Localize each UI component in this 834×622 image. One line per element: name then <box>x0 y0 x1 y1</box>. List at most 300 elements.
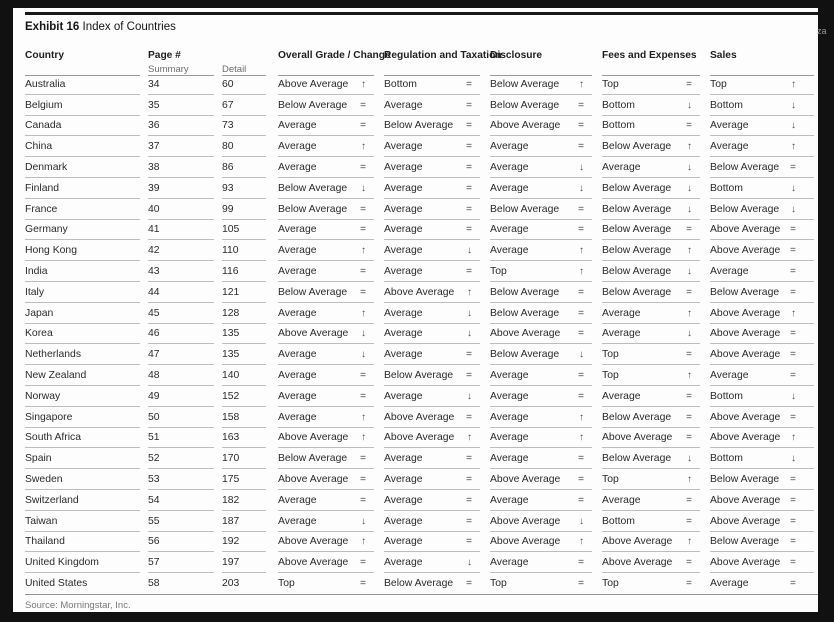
grade-label: Above Average <box>710 494 781 506</box>
change-indicator: = <box>686 78 692 90</box>
change-indicator: ↑ <box>579 78 584 90</box>
grade-label: Below Average <box>490 203 560 215</box>
change-indicator: = <box>466 141 472 153</box>
col-header-disclosure: Disclosure <box>490 50 543 61</box>
regulation-grade-cell <box>384 74 490 95</box>
table-row <box>25 344 814 365</box>
sales-grade-cell <box>710 532 814 553</box>
change-indicator: = <box>360 494 366 506</box>
document-page <box>13 8 818 612</box>
disclosure-grade-cell <box>490 178 602 199</box>
grade-label: Average <box>384 224 423 236</box>
grade-label: Below Average <box>602 286 672 298</box>
grade-label: Average <box>278 515 317 527</box>
col-header-fees: Fees and Expenses <box>602 50 697 61</box>
overall-grade-cell <box>278 490 384 511</box>
change-indicator: ↓ <box>791 390 796 402</box>
table-row <box>25 178 814 199</box>
change-indicator: ↑ <box>687 474 692 486</box>
grade-label: Top <box>278 578 295 590</box>
page-detail-cell: 80 <box>222 136 278 157</box>
change-indicator: = <box>466 370 472 382</box>
table-body <box>25 74 814 594</box>
grade-label: Below Average <box>278 203 348 215</box>
page-edge-text-fragment: za <box>817 26 827 36</box>
sales-grade-cell <box>710 573 814 594</box>
change-indicator: ↑ <box>687 141 692 153</box>
change-indicator: = <box>466 578 472 590</box>
page-detail-cell: 187 <box>222 511 278 532</box>
country-cell: China <box>25 136 148 157</box>
grade-label: Above Average <box>278 432 349 444</box>
grade-label: Above Average <box>490 120 561 132</box>
grade-label: Above Average <box>602 536 673 548</box>
country-cell: Finland <box>25 178 148 199</box>
country-cell: Japan <box>25 303 148 324</box>
change-indicator: = <box>466 349 472 361</box>
change-indicator: ↓ <box>687 162 692 174</box>
grade-label: Average <box>278 224 317 236</box>
grade-label: Below Average <box>710 474 780 486</box>
table-row <box>25 324 814 345</box>
change-indicator: = <box>790 328 796 340</box>
grade-label: Below Average <box>602 182 672 194</box>
grade-label: Above Average <box>710 328 781 340</box>
grade-label: Below Average <box>602 141 672 153</box>
change-indicator: = <box>790 266 796 278</box>
sales-grade-cell <box>710 344 814 365</box>
table-row <box>25 490 814 511</box>
grade-label: Above Average <box>710 557 781 569</box>
change-indicator: = <box>360 203 366 215</box>
overall-grade-cell <box>278 344 384 365</box>
country-cell: Australia <box>25 74 148 95</box>
change-indicator: = <box>578 494 584 506</box>
overall-grade-cell <box>278 448 384 469</box>
grade-label: Bottom <box>710 182 743 194</box>
table-row <box>25 303 814 324</box>
grade-label: Below Average <box>278 99 348 111</box>
change-indicator: = <box>360 286 366 298</box>
grade-label: Top <box>490 266 507 278</box>
fees-grade-cell <box>602 552 710 573</box>
grade-label: Average <box>710 120 749 132</box>
change-indicator: ↑ <box>361 78 366 90</box>
regulation-grade-cell <box>384 261 490 282</box>
regulation-grade-cell <box>384 282 490 303</box>
fees-grade-cell <box>602 490 710 511</box>
sales-grade-cell <box>710 261 814 282</box>
fees-grade-cell <box>602 448 710 469</box>
change-indicator: = <box>578 120 584 132</box>
change-indicator: ↑ <box>579 245 584 257</box>
source-note: Source: Morningstar, Inc. <box>25 600 131 611</box>
fees-grade-cell <box>602 220 710 241</box>
change-indicator: = <box>686 411 692 423</box>
sales-grade-cell <box>710 386 814 407</box>
col-header-sales: Sales <box>710 50 737 61</box>
disclosure-grade-cell <box>490 552 602 573</box>
change-indicator: = <box>578 141 584 153</box>
change-indicator: = <box>686 224 692 236</box>
fees-grade-cell <box>602 532 710 553</box>
page-summary-cell: 48 <box>148 365 222 386</box>
page-summary-cell: 34 <box>148 74 222 95</box>
sales-grade-cell <box>710 116 814 137</box>
grade-label: Bottom <box>602 99 635 111</box>
grade-label: Below Average <box>278 453 348 465</box>
page-detail-cell: 60 <box>222 74 278 95</box>
regulation-grade-cell <box>384 448 490 469</box>
sales-grade-cell <box>710 74 814 95</box>
fees-grade-cell <box>602 74 710 95</box>
disclosure-grade-cell <box>490 282 602 303</box>
page-detail-cell: 116 <box>222 261 278 282</box>
grade-label: Average <box>384 557 423 569</box>
change-indicator: = <box>790 245 796 257</box>
page-summary-cell: 35 <box>148 95 222 116</box>
change-indicator: = <box>466 120 472 132</box>
page-summary-cell: 56 <box>148 532 222 553</box>
disclosure-grade-cell <box>490 365 602 386</box>
disclosure-grade-cell <box>490 573 602 594</box>
grade-label: Average <box>602 328 641 340</box>
grade-label: Average <box>278 370 317 382</box>
change-indicator: = <box>578 474 584 486</box>
change-indicator: ↓ <box>361 349 366 361</box>
change-indicator: = <box>686 120 692 132</box>
regulation-grade-cell <box>384 178 490 199</box>
regulation-grade-cell <box>384 240 490 261</box>
disclosure-grade-cell <box>490 428 602 449</box>
change-indicator: = <box>466 474 472 486</box>
fees-grade-cell <box>602 95 710 116</box>
overall-grade-cell <box>278 74 384 95</box>
change-indicator: ↓ <box>579 515 584 527</box>
change-indicator: = <box>360 453 366 465</box>
page-summary-cell: 57 <box>148 552 222 573</box>
grade-label: Above Average <box>278 78 349 90</box>
col-subheader-detail: Detail <box>222 64 278 75</box>
grade-label: Average <box>490 224 529 236</box>
sales-grade-cell <box>710 324 814 345</box>
change-indicator: = <box>360 390 366 402</box>
change-indicator: ↓ <box>579 349 584 361</box>
page-detail-cell: 170 <box>222 448 278 469</box>
change-indicator: ↓ <box>467 557 472 569</box>
country-cell: United States <box>25 578 88 590</box>
page-summary-cell: 37 <box>148 136 222 157</box>
change-indicator: = <box>466 266 472 278</box>
regulation-grade-cell <box>384 344 490 365</box>
change-indicator: ↑ <box>361 536 366 548</box>
page-detail-cell: 163 <box>222 428 278 449</box>
col-header-country: Country <box>25 50 65 61</box>
page-detail-cell: 175 <box>222 469 278 490</box>
regulation-grade-cell <box>384 469 490 490</box>
fees-grade-cell <box>602 178 710 199</box>
grade-label: Average <box>278 245 317 257</box>
change-indicator: = <box>360 266 366 278</box>
overall-grade-cell <box>278 365 384 386</box>
page-detail-cell: 158 <box>222 407 278 428</box>
grade-label: Average <box>710 141 749 153</box>
page-detail-cell: 128 <box>222 303 278 324</box>
change-indicator: = <box>360 578 366 590</box>
grade-label: Average <box>384 328 423 340</box>
change-indicator: = <box>360 162 366 174</box>
change-indicator: = <box>790 515 796 527</box>
grade-label: Average <box>710 578 749 590</box>
exhibit-title-text: Index of Countries <box>79 21 176 33</box>
regulation-grade-cell <box>384 324 490 345</box>
change-indicator: = <box>466 536 472 548</box>
change-indicator: ↑ <box>361 411 366 423</box>
regulation-grade-cell <box>384 365 490 386</box>
grade-label: Average <box>710 266 749 278</box>
change-indicator: ↑ <box>361 245 366 257</box>
change-indicator: = <box>466 203 472 215</box>
country-cell: Norway <box>25 386 148 407</box>
page-summary-cell: 54 <box>148 490 222 511</box>
page-summary-cell: 46 <box>148 324 222 345</box>
sales-grade-cell <box>710 95 814 116</box>
change-indicator: ↑ <box>687 536 692 548</box>
exhibit-title <box>25 21 176 33</box>
regulation-grade-cell <box>384 95 490 116</box>
page-detail-cell: 140 <box>222 365 278 386</box>
change-indicator: ↑ <box>579 536 584 548</box>
grade-label: Average <box>602 307 641 319</box>
overall-grade-cell <box>278 220 384 241</box>
change-indicator: = <box>578 99 584 111</box>
country-cell: New Zealand <box>25 365 148 386</box>
country-cell: Spain <box>25 448 148 469</box>
sales-grade-cell <box>710 240 814 261</box>
grade-label: Average <box>490 370 529 382</box>
grade-label: Average <box>384 141 423 153</box>
change-indicator: = <box>686 286 692 298</box>
disclosure-grade-cell <box>490 324 602 345</box>
change-indicator: ↑ <box>361 141 366 153</box>
grade-label: Below Average <box>278 286 348 298</box>
overall-grade-cell <box>278 407 384 428</box>
grade-label: Above Average <box>710 411 781 423</box>
regulation-grade-cell <box>384 199 490 220</box>
country-cell: Canada <box>25 116 148 137</box>
grade-label: Above Average <box>602 557 673 569</box>
regulation-grade-cell <box>384 490 490 511</box>
page-detail-cell: 110 <box>222 240 278 261</box>
grade-label: Below Average <box>490 78 560 90</box>
change-indicator: = <box>466 515 472 527</box>
table-row <box>25 407 814 428</box>
change-indicator: = <box>790 411 796 423</box>
disclosure-grade-cell <box>490 116 602 137</box>
change-indicator: ↑ <box>467 432 472 444</box>
fees-grade-cell <box>602 344 710 365</box>
change-indicator: ↑ <box>687 370 692 382</box>
fees-grade-cell <box>602 303 710 324</box>
regulation-grade-cell <box>384 386 490 407</box>
fees-grade-cell <box>602 386 710 407</box>
grade-label: Average <box>384 266 423 278</box>
table-row <box>25 261 814 282</box>
grade-label: Bottom <box>602 120 635 132</box>
change-indicator: ↓ <box>791 453 796 465</box>
grade-label: Average <box>384 494 423 506</box>
country-cell: Denmark <box>25 157 148 178</box>
grade-label: Below Average <box>490 307 560 319</box>
grade-label: Average <box>490 432 529 444</box>
overall-grade-cell <box>278 240 384 261</box>
change-indicator: ↓ <box>361 328 366 340</box>
grade-label: Above Average <box>710 432 781 444</box>
overall-grade-cell <box>278 136 384 157</box>
fees-grade-cell <box>602 282 710 303</box>
regulation-grade-cell <box>384 428 490 449</box>
change-indicator: = <box>360 370 366 382</box>
change-indicator: ↓ <box>687 203 692 215</box>
grade-label: Average <box>490 390 529 402</box>
country-cell: Italy <box>25 282 148 303</box>
sales-grade-cell <box>710 469 814 490</box>
grade-label: Below Average <box>602 224 672 236</box>
table-row <box>25 95 814 116</box>
change-indicator: ↓ <box>467 390 472 402</box>
grade-label: Top <box>602 349 619 361</box>
regulation-grade-cell <box>384 552 490 573</box>
change-indicator: ↑ <box>579 432 584 444</box>
change-indicator: = <box>466 182 472 194</box>
change-indicator: = <box>578 224 584 236</box>
grade-label: Above Average <box>602 432 673 444</box>
disclosure-grade-cell <box>490 303 602 324</box>
table-row <box>25 428 814 449</box>
grade-label: Above Average <box>278 536 349 548</box>
page-summary-cell: 39 <box>148 178 222 199</box>
grade-label: Average <box>384 203 423 215</box>
grade-label: Average <box>384 182 423 194</box>
change-indicator: ↑ <box>361 307 366 319</box>
page-detail-cell: 99 <box>222 199 278 220</box>
sales-grade-cell <box>710 282 814 303</box>
table-row <box>25 116 814 137</box>
page-summary-cell: 42 <box>148 240 222 261</box>
grade-label: Below Average <box>602 203 672 215</box>
change-indicator: = <box>466 453 472 465</box>
change-indicator: = <box>686 390 692 402</box>
table-row <box>25 511 814 532</box>
col-subheader-summary: Summary <box>148 64 222 75</box>
regulation-grade-cell <box>384 573 490 594</box>
grade-label: Top <box>602 370 619 382</box>
page-detail-cell: 121 <box>222 282 278 303</box>
change-indicator: ↑ <box>361 432 366 444</box>
page-summary-cell: 38 <box>148 157 222 178</box>
disclosure-grade-cell <box>490 74 602 95</box>
grade-label: Above Average <box>490 536 561 548</box>
change-indicator: = <box>790 224 796 236</box>
grade-label: Below Average <box>384 578 454 590</box>
regulation-grade-cell <box>384 220 490 241</box>
sales-grade-cell <box>710 178 814 199</box>
overall-grade-cell <box>278 95 384 116</box>
grade-label: Above Average <box>384 286 455 298</box>
grade-label: Average <box>384 162 423 174</box>
grade-label: Bottom <box>602 515 635 527</box>
grade-label: Average <box>602 494 641 506</box>
regulation-grade-cell <box>384 303 490 324</box>
grade-label: Above Average <box>710 515 781 527</box>
change-indicator: ↓ <box>687 328 692 340</box>
table-row <box>25 448 814 469</box>
change-indicator: ↓ <box>791 182 796 194</box>
grade-label: Above Average <box>384 411 455 423</box>
table-row <box>25 386 814 407</box>
change-indicator: ↓ <box>687 453 692 465</box>
change-indicator: = <box>686 432 692 444</box>
grade-label: Average <box>384 474 423 486</box>
country-cell: South Africa <box>25 428 148 449</box>
grade-label: Average <box>710 370 749 382</box>
regulation-grade-cell <box>384 407 490 428</box>
page-summary-cell: 55 <box>148 511 222 532</box>
change-indicator: = <box>790 370 796 382</box>
change-indicator: = <box>578 307 584 319</box>
grade-label: Top <box>602 578 619 590</box>
disclosure-grade-cell <box>490 157 602 178</box>
country-cell: Netherlands <box>25 344 148 365</box>
sales-grade-cell <box>710 407 814 428</box>
page-summary-cell: 43 <box>148 261 222 282</box>
country-cell: Sweden <box>25 469 148 490</box>
grade-label: Top <box>710 78 727 90</box>
change-indicator: = <box>466 162 472 174</box>
fees-grade-cell <box>602 428 710 449</box>
change-indicator: = <box>686 515 692 527</box>
page-summary-cell: 50 <box>148 407 222 428</box>
regulation-grade-cell <box>384 157 490 178</box>
change-indicator: ↑ <box>791 78 796 90</box>
grade-label: Average <box>278 307 317 319</box>
change-indicator: = <box>686 494 692 506</box>
page-detail-cell: 135 <box>222 344 278 365</box>
grade-label: Average <box>278 141 317 153</box>
disclosure-grade-cell <box>490 469 602 490</box>
grade-label: Average <box>278 120 317 132</box>
table-row <box>25 74 814 95</box>
grade-label: Average <box>384 390 423 402</box>
grade-label: Below Average <box>490 99 560 111</box>
overall-grade-cell <box>278 573 384 594</box>
sales-grade-cell <box>710 365 814 386</box>
grade-label: Below Average <box>490 286 560 298</box>
change-indicator: = <box>578 203 584 215</box>
fees-grade-cell <box>602 136 710 157</box>
change-indicator: = <box>466 494 472 506</box>
change-indicator: ↓ <box>687 99 692 111</box>
grade-label: Average <box>490 141 529 153</box>
sales-grade-cell <box>710 428 814 449</box>
grade-label: Average <box>490 245 529 257</box>
table-row <box>25 282 814 303</box>
grade-label: Average <box>602 390 641 402</box>
grade-label: Average <box>278 390 317 402</box>
grade-label: Average <box>278 411 317 423</box>
grade-label: Average <box>490 162 529 174</box>
page-detail-cell: 86 <box>222 157 278 178</box>
